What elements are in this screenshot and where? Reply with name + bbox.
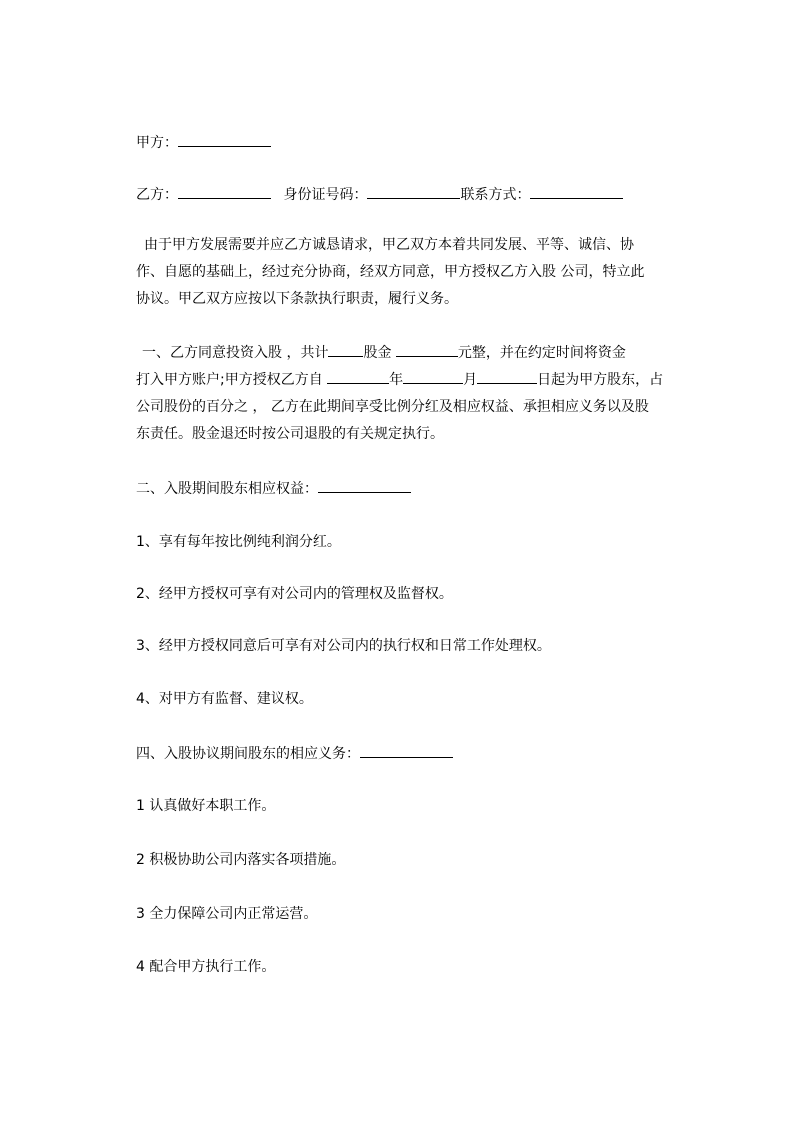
section-4-item: 4 配合甲方执行工作。 xyxy=(136,959,276,975)
clause-1-line-2 xyxy=(136,367,664,394)
clause-1-part-2: 股金 xyxy=(363,345,396,361)
intro-paragraph xyxy=(136,232,660,313)
section-2-item: 4、对甲方有监督、建议权。 xyxy=(136,691,313,707)
clause-1-line-1 xyxy=(136,340,660,367)
clause-1-line-3: 公司股份的百分之 ， 乙方在此期间享受比例分红及相应权益、承担相应义务以及股 xyxy=(136,399,649,415)
clause-1-part-6: 月 xyxy=(463,372,478,388)
section-2-item: 1、享有每年按比例纯利润分红。 xyxy=(136,534,341,550)
section-4-blank xyxy=(360,743,453,758)
contact-label: 联系方式： xyxy=(460,187,531,203)
clause-1-part-7: 日起为甲方股东，占 xyxy=(537,372,664,388)
intro-line-3: 协议。甲乙双方应按以下条款执行职责，履行义务。 xyxy=(136,291,458,307)
section-2-item: 3、经甲方授权同意后可享有对公司内的执行权和日常工作处理权。 xyxy=(136,638,551,654)
section-2-heading: 二、入股期间股东相应权益： xyxy=(136,481,318,497)
id-number-label: 身份证号码： xyxy=(283,187,368,203)
share-count-blank xyxy=(328,342,363,357)
section-4-item: 3 全力保障公司内正常运营。 xyxy=(136,906,318,922)
party-b-line xyxy=(136,184,623,205)
intro-line-2: 作、自愿的基础上，经过充分协商，经双方同意，甲方授权乙方入股 公司，特立此 xyxy=(136,264,645,280)
section-4-heading: 四、入股协议期间股东的相应义务： xyxy=(136,746,360,762)
year-blank xyxy=(327,369,389,384)
section-4-heading-line xyxy=(136,743,453,764)
month-blank xyxy=(403,369,463,384)
day-blank xyxy=(477,369,537,384)
clause-1-part-3: 元整，并在约定时间将资金 xyxy=(457,345,626,361)
clause-1-line-4: 东责任。股金退还时按公司退股的有关规定执行。 xyxy=(136,426,444,442)
section-2-item: 2、经甲方授权可享有对公司内的管理权及监督权。 xyxy=(136,586,453,602)
intro-line-1: 由于甲方发展需要并应乙方诚恳请求，甲乙双方本着共同发展、平等、诚信、协 xyxy=(144,237,634,253)
id-number-blank xyxy=(367,184,460,199)
party-a-label: 甲方： xyxy=(136,135,178,151)
contact-blank xyxy=(530,184,623,199)
clause-1-part-5: 年 xyxy=(389,372,404,388)
party-a-blank xyxy=(178,132,271,147)
section-4-item: 2 积极协助公司内落实各项措施。 xyxy=(136,852,346,868)
clause-1-paragraph xyxy=(136,340,664,448)
clause-1-part-4: 打入甲方账户;甲方授权乙方自 xyxy=(136,372,328,388)
party-a-line xyxy=(136,132,271,153)
section-2-heading-line xyxy=(136,478,411,499)
party-b-blank xyxy=(178,184,271,199)
party-b-label: 乙方： xyxy=(136,187,178,203)
clause-1-part-1: 一、乙方同意投资入股 ，共计 xyxy=(142,345,329,361)
section-4-item: 1 认真做好本职工作。 xyxy=(136,798,276,814)
amount-blank xyxy=(396,342,458,357)
section-2-blank xyxy=(318,478,411,493)
